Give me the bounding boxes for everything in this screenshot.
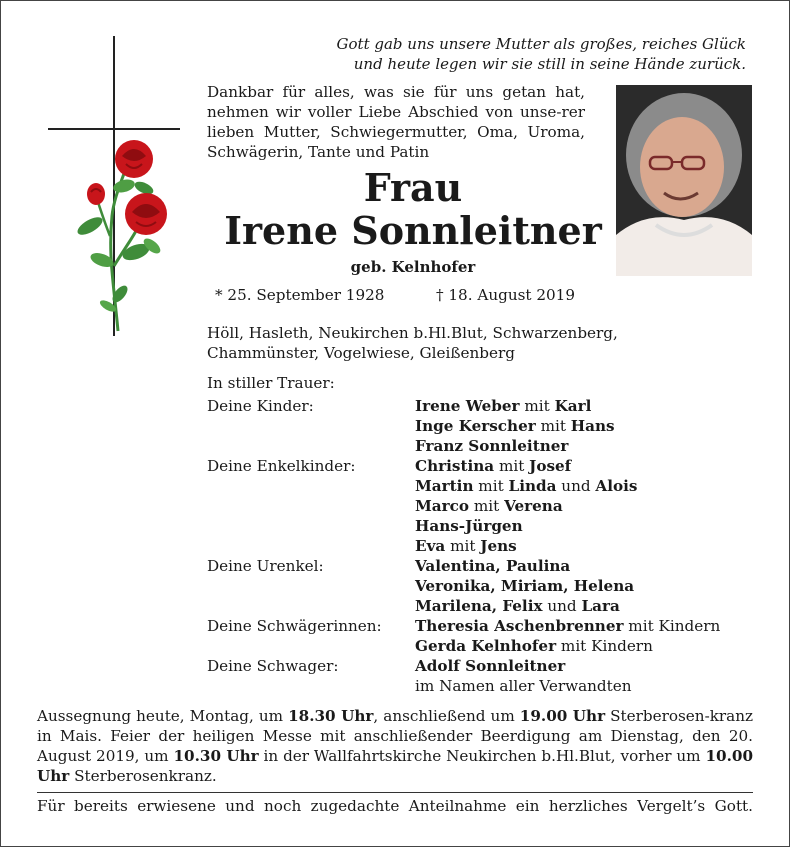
mourner-name: Alois bbox=[595, 477, 638, 495]
intro-text: Dankbar für alles, was sie für uns getan hat, nehmen wir voller Liebe Abschied von unse-rer lieben Mutter, Schwiegermutter, Oma, Uroma, Schwägerin, Tante und Patin bbox=[207, 83, 585, 161]
mourners-list bbox=[207, 396, 767, 696]
mourner-name: Verena bbox=[504, 497, 563, 515]
divider bbox=[37, 792, 753, 793]
mourner-connector: mit bbox=[535, 417, 571, 435]
mourner-connector: mit Kindern bbox=[556, 637, 653, 655]
mourner-connector: mit Kindern bbox=[623, 617, 721, 635]
ceremony-time: 19.00 Uhr bbox=[519, 707, 606, 725]
mourner-connector: mit bbox=[473, 477, 509, 495]
mourning-intro: In stiller Trauer: bbox=[207, 374, 335, 392]
mourner-line bbox=[415, 396, 767, 416]
mourner-name: Irene Weber bbox=[415, 397, 520, 415]
mourner-group-label: Deine Schwager: bbox=[207, 657, 339, 675]
mourner-connector: mit bbox=[469, 497, 505, 515]
mourner-name: Martin bbox=[415, 477, 474, 495]
mourner-line bbox=[415, 516, 767, 536]
life-dates bbox=[215, 286, 575, 304]
mourner-line bbox=[415, 536, 767, 556]
mourner-group bbox=[207, 396, 767, 456]
mourner-names bbox=[415, 656, 767, 696]
ceremony-text: Sterberosenkranz. bbox=[69, 767, 217, 785]
mourner-group-label: Deine Kinder: bbox=[207, 397, 314, 415]
mourner-line bbox=[415, 596, 767, 616]
motto-line: und heute legen wir sie still in seine Hände zurück. bbox=[353, 55, 746, 73]
mourner-name: Eva bbox=[415, 537, 446, 555]
ceremony-text: , anschließend um bbox=[373, 707, 520, 725]
mourner-connector: im Namen aller Verwandten bbox=[415, 677, 632, 695]
motto-verse bbox=[306, 34, 746, 74]
mourner-line bbox=[415, 656, 767, 676]
ceremony-text: Sterberosen-kranz in Mais. Feier der heiligen Messe mit anschließender Beerdigung am Dienstag, den 20. August 2019, um bbox=[37, 707, 754, 765]
mourner-name: Theresia Aschenbrenner bbox=[415, 617, 624, 635]
mourner-name: Marilena, Felix bbox=[415, 597, 543, 615]
mourner-name: Hans-Jürgen bbox=[415, 517, 523, 535]
places-list bbox=[207, 323, 677, 363]
death-date: † 18. August 2019 bbox=[435, 286, 575, 304]
mourner-names bbox=[415, 556, 767, 616]
mourner-name: Franz Sonnleitner bbox=[415, 437, 569, 455]
ceremony-info bbox=[37, 706, 753, 786]
mourner-name: Veronika, Miriam, Helena bbox=[415, 577, 635, 595]
mourner-names bbox=[415, 396, 767, 456]
mourner-line bbox=[415, 496, 767, 516]
mourner-line bbox=[415, 436, 767, 456]
mourner-connector: und bbox=[556, 477, 596, 495]
motto-line: Gott gab uns unsere Mutter als großes, reiches Glück bbox=[336, 35, 746, 53]
mourner-connector: mit bbox=[445, 537, 481, 555]
cross-with-roses-illustration bbox=[48, 36, 180, 336]
mourner-line bbox=[415, 576, 767, 596]
mourner-line bbox=[415, 476, 767, 496]
ceremony-text: in der Wallfahrtskirche Neukirchen b.Hl.Blut, vorher um bbox=[258, 747, 706, 765]
mourner-name: Josef bbox=[529, 457, 572, 475]
mourner-group bbox=[207, 556, 767, 616]
mourner-name: Hans bbox=[570, 417, 615, 435]
mourner-connector: mit bbox=[494, 457, 530, 475]
mourner-group bbox=[207, 456, 767, 556]
deceased-name: Irene Sonnleitner bbox=[224, 208, 602, 253]
mourner-connector: und bbox=[542, 597, 582, 615]
mourner-group-label: Deine Enkelkinder: bbox=[207, 457, 356, 475]
mourner-names bbox=[415, 616, 767, 656]
mourner-line bbox=[415, 456, 767, 476]
mourner-line bbox=[415, 676, 767, 696]
mourner-name: Karl bbox=[554, 397, 592, 415]
mourner-name: Adolf Sonnleitner bbox=[415, 657, 566, 675]
mourner-name: Lara bbox=[581, 597, 620, 615]
places-line: Chammünster, Vogelwiese, Gleißenberg bbox=[207, 344, 515, 362]
mourner-group-label: Deine Schwägerinnen: bbox=[207, 617, 382, 635]
mourner-line bbox=[415, 416, 767, 436]
mourner-line bbox=[415, 616, 767, 636]
mourner-group-label: Deine Urenkel: bbox=[207, 557, 324, 575]
portrait-photo bbox=[616, 85, 752, 276]
mourner-names bbox=[415, 456, 767, 556]
ceremony-time: 18.30 Uhr bbox=[288, 707, 374, 725]
mourner-name: Marco bbox=[415, 497, 470, 515]
mourner-name: Valentina, Paulina bbox=[415, 557, 571, 575]
ceremony-time: 10.30 Uhr bbox=[173, 747, 259, 765]
salutation: Frau bbox=[363, 165, 463, 210]
mourner-group bbox=[207, 616, 767, 656]
ceremony-text: Aussegnung heute, Montag, um bbox=[37, 707, 289, 725]
mourner-group bbox=[207, 656, 767, 696]
birth-date: * 25. September 1928 bbox=[215, 286, 385, 304]
mourner-line bbox=[415, 556, 767, 576]
mourner-name: Jens bbox=[480, 537, 517, 555]
mourner-name: Inge Kerscher bbox=[415, 417, 536, 435]
mourner-connector: mit bbox=[519, 397, 555, 415]
mourner-name: Gerda Kelnhofer bbox=[415, 637, 557, 655]
ceremony-time: 10.00 Uhr bbox=[37, 747, 754, 785]
places-line: Höll, Hasleth, Neukirchen b.Hl.Blut, Schwarzenberg, bbox=[207, 324, 618, 342]
mourner-name: Linda bbox=[508, 477, 557, 495]
mourner-name: Christina bbox=[415, 457, 495, 475]
mourner-line bbox=[415, 636, 767, 656]
birth-name: geb. Kelnhofer bbox=[350, 258, 476, 276]
thanks-line: Für bereits erwiesene und noch zugedachte Anteilnahme ein herzliches Vergelt’s Gott. bbox=[37, 797, 753, 815]
